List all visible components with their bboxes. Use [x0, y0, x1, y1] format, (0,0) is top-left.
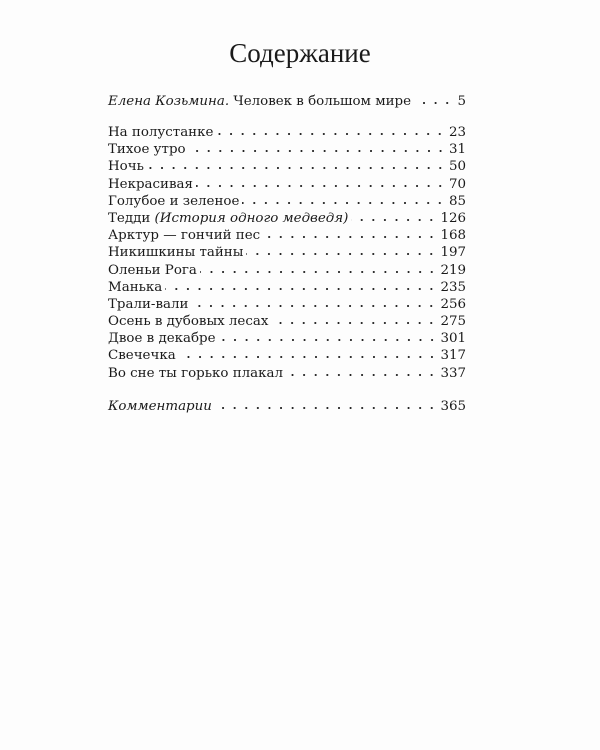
- entry-title: Двое в декабре: [108, 331, 216, 347]
- page-number: 256: [440, 296, 466, 312]
- page-number: 85: [448, 193, 466, 209]
- toc-entry: [108, 176, 466, 193]
- toc-commentary: [108, 398, 466, 415]
- dot-leader: [200, 264, 438, 274]
- toc-entry: [108, 210, 466, 227]
- entry-title: Ночь: [108, 159, 144, 175]
- entry-title: Во сне ты горько плакал: [108, 365, 283, 381]
- page-number: 168: [440, 228, 466, 244]
- entry-subtitle: (История одного медведя): [154, 210, 349, 226]
- toc-entry: [108, 347, 466, 364]
- toc-intro: [108, 93, 466, 110]
- page-number: 317: [440, 348, 466, 364]
- dot-leader: [219, 332, 438, 342]
- page-number: 275: [440, 314, 466, 330]
- intro-author: Елена Козьмина.: [108, 94, 230, 109]
- toc-entry: [108, 227, 466, 244]
- entry-title: Свечечка: [108, 348, 176, 364]
- dot-leader: [196, 178, 446, 188]
- intro-title: Человек в большом мире: [233, 94, 412, 109]
- page-number: 197: [440, 245, 466, 261]
- page-number: 50: [448, 159, 466, 175]
- entry-title: Трали-вали: [108, 296, 189, 312]
- toc-entry: [108, 262, 466, 279]
- entry-title: На полустанке: [108, 125, 214, 140]
- toc-entry: [108, 279, 466, 296]
- entry-title: Никишкины тайны: [108, 245, 244, 261]
- dot-leader: [165, 281, 437, 291]
- toc-entry: [108, 313, 466, 330]
- entry-title: Арктур — гончий пес: [108, 228, 261, 244]
- page-number: 126: [440, 210, 466, 226]
- toc-entry: [108, 296, 466, 313]
- entry-title: Тихое утро: [108, 142, 186, 158]
- toc-entry: [108, 124, 466, 141]
- toc-entry: [108, 330, 466, 347]
- dot-leader: [271, 315, 437, 325]
- page-number: 31: [448, 142, 466, 158]
- dot-leader: [147, 160, 446, 170]
- toc-entry: [108, 158, 466, 175]
- entry-title: Осень в дубовых лесах: [108, 314, 269, 330]
- dot-leader: [351, 212, 437, 222]
- entry-title: Голубое и зеленое: [108, 193, 240, 209]
- dot-leader: [216, 126, 446, 136]
- toc-list: [108, 124, 466, 382]
- dot-leader: [263, 229, 437, 239]
- entry-title: Некрасивая: [108, 176, 193, 192]
- page-number: 5: [457, 94, 466, 109]
- toc-entry-commentary: [108, 398, 466, 415]
- page-number: 235: [440, 279, 466, 295]
- page-number: 23: [448, 125, 466, 140]
- page-number: 301: [440, 331, 466, 347]
- dot-leader: [189, 143, 446, 153]
- dot-leader: [246, 246, 437, 256]
- entry-title: Манька: [108, 279, 163, 295]
- dot-leader: [215, 400, 438, 410]
- toc-entry-intro: [108, 93, 466, 110]
- page-number: 337: [440, 365, 466, 381]
- page-title: Содержание: [229, 38, 371, 68]
- entry-title: Оленьи Рога: [108, 262, 197, 278]
- dot-leader: [191, 298, 437, 308]
- entry-title: Комментарии: [108, 399, 212, 414]
- page-number: 365: [440, 399, 466, 414]
- dot-leader: [419, 95, 453, 105]
- toc-entry: [108, 365, 466, 382]
- toc-entry: [108, 193, 466, 210]
- page-number: 219: [440, 262, 466, 278]
- dot-leader: [242, 195, 446, 205]
- toc-entry: [108, 244, 466, 261]
- dot-leader: [286, 367, 437, 377]
- entry-title: Тедди: [108, 210, 151, 226]
- page-number: 70: [448, 176, 466, 192]
- dot-leader: [179, 349, 438, 359]
- toc-entry: [108, 141, 466, 158]
